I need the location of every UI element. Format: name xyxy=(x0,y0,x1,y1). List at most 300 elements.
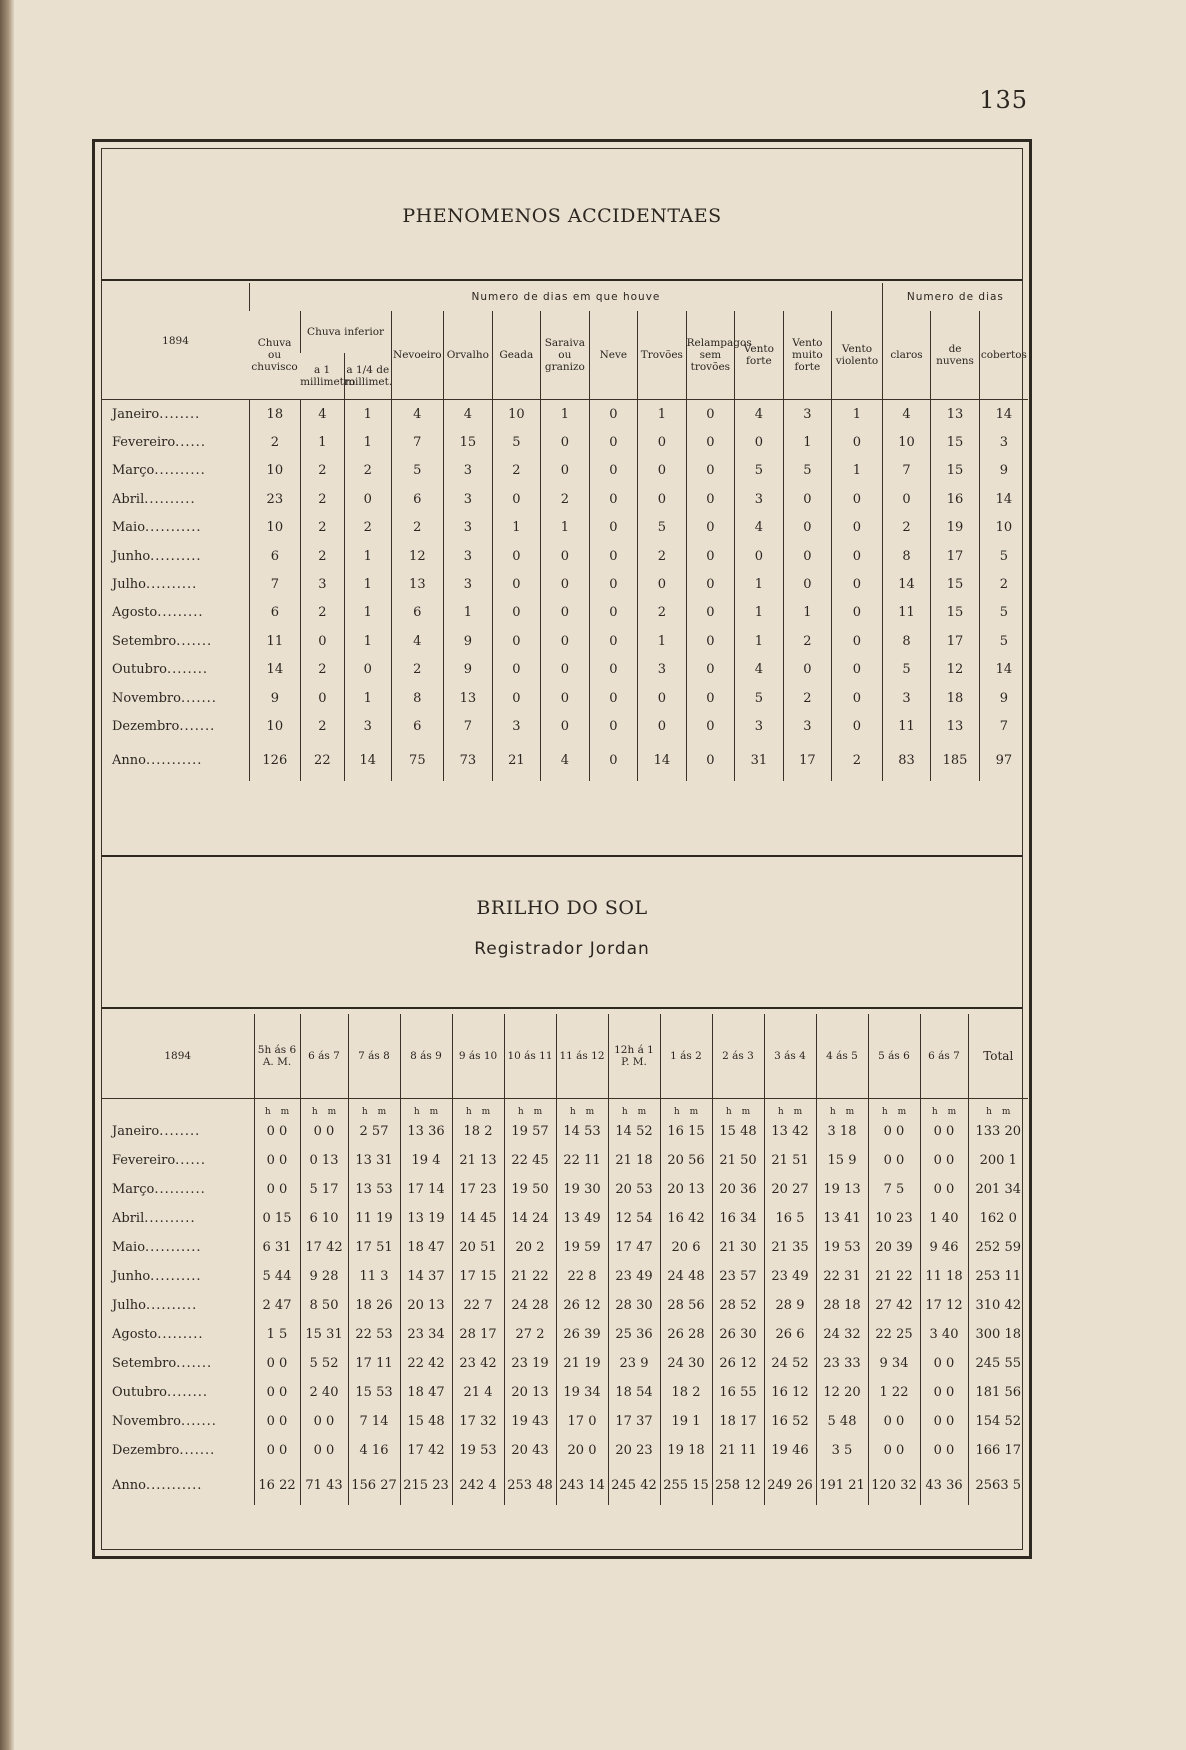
value-cell: 18 47 xyxy=(400,1233,452,1262)
value-cell: 4 xyxy=(391,627,444,655)
value-cell: 18 47 xyxy=(400,1378,452,1407)
month-label xyxy=(102,627,250,655)
value-cell: 3 xyxy=(444,570,493,598)
value-cell: 22 42 xyxy=(400,1349,452,1378)
value-cell: 0 xyxy=(735,542,784,570)
value-cell: 0 xyxy=(783,542,832,570)
value-cell: 22 8 xyxy=(556,1262,608,1291)
value-cell: 1 xyxy=(300,428,344,456)
units-cell xyxy=(254,1099,300,1118)
month-label xyxy=(102,1465,254,1505)
value-cell: 1 xyxy=(541,514,590,542)
value-cell: 0 0 xyxy=(868,1436,920,1465)
value-cell: 0 xyxy=(783,514,832,542)
value-cell: 0 0 xyxy=(254,1407,300,1436)
unit-minutes: m xyxy=(429,1107,439,1117)
value-cell: 0 0 xyxy=(920,1436,968,1465)
value-cell: 6 10 xyxy=(300,1204,348,1233)
leader-dots: ........ xyxy=(167,1385,209,1400)
leader-dots: ........... xyxy=(145,753,203,769)
value-cell: 0 xyxy=(686,684,735,712)
month-label xyxy=(102,1262,254,1291)
separator xyxy=(102,855,1022,857)
value-cell: 3 18 xyxy=(816,1117,868,1146)
phenomena-title: PHENOMENOS ACCIDENTAES xyxy=(402,205,722,227)
value-cell: 11 xyxy=(882,712,931,740)
value-cell: 18 54 xyxy=(608,1378,660,1407)
value-cell: 3 5 xyxy=(816,1436,868,1465)
value-cell: 26 12 xyxy=(556,1291,608,1320)
value-cell: 19 30 xyxy=(556,1175,608,1204)
value-cell: 19 34 xyxy=(556,1378,608,1407)
value-cell: 3 xyxy=(882,684,931,712)
value-cell: 8 xyxy=(882,542,931,570)
value-cell: 18 2 xyxy=(452,1117,504,1146)
value-cell: 21 19 xyxy=(556,1349,608,1378)
unit-minutes: m xyxy=(845,1107,855,1117)
leader-dots: ........... xyxy=(145,520,202,536)
value-cell: 9 xyxy=(979,684,1028,712)
value-cell: 0 xyxy=(589,741,638,781)
value-cell: 0 xyxy=(783,485,832,513)
value-cell: 4 16 xyxy=(348,1436,400,1465)
value-cell: 0 xyxy=(686,656,735,684)
leader-dots: ...... xyxy=(175,435,206,451)
value-cell: 22 xyxy=(300,741,344,781)
value-cell: 21 11 xyxy=(712,1436,764,1465)
value-cell: 21 22 xyxy=(504,1262,556,1291)
col-hour: 8 ás 9 xyxy=(400,1014,452,1099)
month-name: Novembro xyxy=(112,690,181,706)
value-cell: 0 xyxy=(541,599,590,627)
value-cell: 2 xyxy=(300,656,344,684)
month-label xyxy=(102,1291,254,1320)
value-cell: 4 xyxy=(882,400,931,429)
value-cell: 26 6 xyxy=(764,1320,816,1349)
table-frame xyxy=(92,139,1032,1559)
table-row xyxy=(102,1378,1028,1407)
value-cell: 20 13 xyxy=(660,1175,712,1204)
value-cell: 4 xyxy=(735,656,784,684)
value-cell: 5 xyxy=(735,457,784,485)
value-cell: 14 xyxy=(638,741,687,781)
unit-minutes: m xyxy=(897,1107,907,1117)
value-cell: 28 52 xyxy=(712,1291,764,1320)
value-cell: 17 37 xyxy=(608,1407,660,1436)
value-cell: 2 xyxy=(250,428,301,456)
value-cell: 15 53 xyxy=(348,1378,400,1407)
value-cell: 0 0 xyxy=(300,1117,348,1146)
month-name: Fevereiro xyxy=(112,435,176,451)
leader-dots: ....... xyxy=(180,1414,217,1429)
month-name: Março xyxy=(112,1182,155,1197)
month-name: Setembro xyxy=(112,633,177,649)
units-cell xyxy=(920,1099,968,1118)
value-cell: 245 55 xyxy=(968,1349,1028,1378)
value-cell: 11 xyxy=(882,599,931,627)
value-cell: 1 xyxy=(735,570,784,598)
value-cell: 9 34 xyxy=(868,1349,920,1378)
value-cell: 0 xyxy=(589,627,638,655)
unit-minutes: m xyxy=(637,1107,647,1117)
sunshine-subtitle: Registrador Jordan xyxy=(474,939,650,959)
leader-dots: .......... xyxy=(145,577,198,593)
month-label xyxy=(102,741,250,781)
value-cell: 19 53 xyxy=(452,1436,504,1465)
value-cell: 1 xyxy=(345,428,391,456)
value-cell: 7 xyxy=(391,428,444,456)
leader-dots: ........ xyxy=(167,662,209,678)
value-cell: 13 19 xyxy=(400,1204,452,1233)
value-cell: 1 40 xyxy=(920,1204,968,1233)
unit-hours: h xyxy=(264,1107,271,1117)
month-label xyxy=(102,1146,254,1175)
leader-dots: ........ xyxy=(159,1124,201,1139)
value-cell: 24 32 xyxy=(816,1320,868,1349)
value-cell: 97 xyxy=(979,741,1028,781)
value-cell: 2 xyxy=(345,457,391,485)
value-cell: 12 54 xyxy=(608,1204,660,1233)
month-name: Dezembro xyxy=(112,718,180,734)
value-cell: 6 xyxy=(250,599,301,627)
value-cell: 14 xyxy=(250,656,301,684)
col-cobertos: cobertos xyxy=(979,311,1028,400)
unit-hours: h xyxy=(777,1107,784,1117)
value-cell: 14 xyxy=(882,570,931,598)
leader-dots: ....... xyxy=(176,1356,213,1371)
unit-hours: h xyxy=(621,1107,628,1117)
value-cell: 19 18 xyxy=(660,1436,712,1465)
value-cell: 0 xyxy=(589,684,638,712)
value-cell: 154 52 xyxy=(968,1407,1028,1436)
table-row xyxy=(102,400,1028,429)
value-cell: 15 48 xyxy=(400,1407,452,1436)
month-name: Maio xyxy=(112,1240,146,1255)
value-cell: 20 13 xyxy=(400,1291,452,1320)
unit-hours: h xyxy=(725,1107,732,1117)
value-cell: 5 xyxy=(638,514,687,542)
value-cell: 23 33 xyxy=(816,1349,868,1378)
table-row xyxy=(102,712,1028,740)
month-name: Anno xyxy=(112,1477,146,1493)
table-row xyxy=(102,542,1028,570)
value-cell: 2 xyxy=(300,457,344,485)
col-orvalho: Orvalho xyxy=(444,311,493,400)
value-cell: 13 xyxy=(931,400,980,429)
month-name: Outubro xyxy=(112,662,167,678)
value-cell: 10 xyxy=(882,428,931,456)
value-cell: 26 12 xyxy=(712,1349,764,1378)
value-cell: 22 25 xyxy=(868,1320,920,1349)
month-name: Abril xyxy=(112,1211,145,1226)
col-geada: Geada xyxy=(492,311,541,400)
page-edge xyxy=(0,0,14,1750)
value-cell: 2 xyxy=(300,514,344,542)
value-cell: 28 17 xyxy=(452,1320,504,1349)
value-cell: 201 34 xyxy=(968,1175,1028,1204)
month-name: Maio xyxy=(112,520,146,536)
value-cell: 1 5 xyxy=(254,1320,300,1349)
value-cell: 0 xyxy=(492,627,541,655)
unit-hours: h xyxy=(413,1107,420,1117)
value-cell: 0 xyxy=(345,485,391,513)
value-cell: 19 50 xyxy=(504,1175,556,1204)
value-cell: 0 xyxy=(832,599,883,627)
month-label xyxy=(102,1117,254,1146)
value-cell: 10 xyxy=(979,514,1028,542)
value-cell: 17 14 xyxy=(400,1175,452,1204)
unit-minutes: m xyxy=(481,1107,491,1117)
value-cell: 17 23 xyxy=(452,1175,504,1204)
value-cell: 5 xyxy=(735,684,784,712)
value-cell: 14 xyxy=(979,656,1028,684)
leader-dots: ....... xyxy=(179,718,216,734)
value-cell: 13 42 xyxy=(764,1117,816,1146)
value-cell: 6 xyxy=(391,485,444,513)
col-vento-violento: Vento violento xyxy=(832,311,883,400)
value-cell: 2 xyxy=(300,599,344,627)
leader-dots: ...... xyxy=(175,1153,206,1168)
value-cell: 13 xyxy=(931,712,980,740)
value-cell: 13 36 xyxy=(400,1117,452,1146)
value-cell: 22 31 xyxy=(816,1262,868,1291)
value-cell: 0 xyxy=(638,712,687,740)
value-cell: 10 xyxy=(250,514,301,542)
group-count-header: Numero de dias xyxy=(882,283,1028,311)
unit-minutes: m xyxy=(280,1107,290,1117)
month-label xyxy=(102,457,250,485)
units-cell xyxy=(300,1099,348,1118)
value-cell: 6 xyxy=(391,712,444,740)
unit-hours: h xyxy=(881,1107,888,1117)
table-row xyxy=(102,1262,1028,1291)
value-cell: 28 30 xyxy=(608,1291,660,1320)
value-cell: 18 2 xyxy=(660,1378,712,1407)
value-cell: 22 7 xyxy=(452,1291,504,1320)
table-row xyxy=(102,1175,1028,1204)
value-cell: 16 55 xyxy=(712,1378,764,1407)
value-cell: 16 xyxy=(931,485,980,513)
value-cell: 20 13 xyxy=(504,1378,556,1407)
value-cell: 23 34 xyxy=(400,1320,452,1349)
table-row xyxy=(102,684,1028,712)
value-cell: 16 15 xyxy=(660,1117,712,1146)
table-row xyxy=(102,656,1028,684)
col-hour: 2 ás 3 xyxy=(712,1014,764,1099)
col-relampagos: Relampagos sem trovões xyxy=(686,311,735,400)
value-cell: 0 0 xyxy=(254,1436,300,1465)
value-cell: 15 xyxy=(444,428,493,456)
col-a-1-millimetro: a 1 millimetro xyxy=(300,353,344,400)
value-cell: 13 xyxy=(391,570,444,598)
value-cell: 0 xyxy=(832,712,883,740)
value-cell: 9 xyxy=(444,656,493,684)
units-cell xyxy=(660,1099,712,1118)
unit-minutes: m xyxy=(793,1107,803,1117)
value-cell: 17 51 xyxy=(348,1233,400,1262)
unit-hours: h xyxy=(829,1107,836,1117)
value-cell: 23 xyxy=(250,485,301,513)
year-header: 1894 xyxy=(102,283,250,400)
value-cell: 4 xyxy=(735,514,784,542)
value-cell: 0 xyxy=(686,485,735,513)
value-cell: 9 28 xyxy=(300,1262,348,1291)
month-name: Julho xyxy=(112,577,146,593)
value-cell: 253 11 xyxy=(968,1262,1028,1291)
table-row xyxy=(102,428,1028,456)
value-cell: 6 xyxy=(250,542,301,570)
col-trovoes: Trovões xyxy=(638,311,687,400)
month-label xyxy=(102,1204,254,1233)
value-cell: 1 xyxy=(444,599,493,627)
value-cell: 13 41 xyxy=(816,1204,868,1233)
value-cell: 0 xyxy=(832,656,883,684)
value-cell: 4 xyxy=(444,400,493,429)
value-cell: 73 xyxy=(444,741,493,781)
value-cell: 0 0 xyxy=(254,1146,300,1175)
month-label xyxy=(102,428,250,456)
value-cell: 0 xyxy=(686,712,735,740)
value-cell: 22 45 xyxy=(504,1146,556,1175)
value-cell: 17 12 xyxy=(920,1291,968,1320)
value-cell: 5 xyxy=(979,599,1028,627)
col-hour: 7 ás 8 xyxy=(348,1014,400,1099)
value-cell: 2 xyxy=(638,542,687,570)
value-cell: 19 4 xyxy=(400,1146,452,1175)
value-cell: 15 xyxy=(931,570,980,598)
units-label xyxy=(102,1099,254,1118)
value-cell: 7 xyxy=(979,712,1028,740)
value-cell: 0 0 xyxy=(920,1378,968,1407)
value-cell: 17 32 xyxy=(452,1407,504,1436)
sunshine-title: BRILHO DO SOL xyxy=(476,897,648,919)
value-cell: 23 57 xyxy=(712,1262,764,1291)
value-cell: 0 0 xyxy=(868,1146,920,1175)
table-row xyxy=(102,1146,1028,1175)
value-cell: 26 30 xyxy=(712,1320,764,1349)
col-saraiva: Saraiva ou granizo xyxy=(541,311,590,400)
value-cell: 19 46 xyxy=(764,1436,816,1465)
value-cell: 0 xyxy=(589,457,638,485)
leader-dots: .......... xyxy=(150,1269,202,1284)
value-cell: 2 xyxy=(541,485,590,513)
value-cell: 2 xyxy=(783,684,832,712)
value-cell: 21 18 xyxy=(608,1146,660,1175)
value-cell: 0 xyxy=(589,712,638,740)
col-hour: 6 ás 7 xyxy=(300,1014,348,1099)
leader-dots: ....... xyxy=(179,1443,216,1458)
value-cell: 20 23 xyxy=(608,1436,660,1465)
col-hour: 9 ás 10 xyxy=(452,1014,504,1099)
units-cell xyxy=(504,1099,556,1118)
value-cell: 6 xyxy=(391,599,444,627)
value-cell: 0 0 xyxy=(254,1175,300,1204)
value-cell: 185 xyxy=(931,741,980,781)
value-cell: 26 28 xyxy=(660,1320,712,1349)
units-cell xyxy=(816,1099,868,1118)
value-cell: 0 xyxy=(638,457,687,485)
value-cell: 9 xyxy=(979,457,1028,485)
month-label xyxy=(102,1320,254,1349)
value-cell: 0 xyxy=(832,627,883,655)
value-cell: 0 xyxy=(686,400,735,429)
month-label xyxy=(102,400,250,429)
value-cell: 0 xyxy=(832,570,883,598)
value-cell: 120 32 xyxy=(868,1465,920,1505)
value-cell: 17 0 xyxy=(556,1407,608,1436)
value-cell: 9 46 xyxy=(920,1233,968,1262)
col-claros: claros xyxy=(882,311,931,400)
value-cell: 18 xyxy=(931,684,980,712)
value-cell: 4 xyxy=(541,741,590,781)
value-cell: 0 xyxy=(492,570,541,598)
month-label xyxy=(102,656,250,684)
col-total: Total xyxy=(968,1014,1028,1099)
value-cell: 19 1 xyxy=(660,1407,712,1436)
table-row xyxy=(102,570,1028,598)
value-cell: 0 xyxy=(541,457,590,485)
leader-dots: ....... xyxy=(176,633,213,649)
value-cell: 5 xyxy=(979,542,1028,570)
value-cell: 27 2 xyxy=(504,1320,556,1349)
value-cell: 2 xyxy=(300,712,344,740)
value-cell: 23 19 xyxy=(504,1349,556,1378)
value-cell: 1 xyxy=(783,599,832,627)
value-cell: 0 xyxy=(541,570,590,598)
value-cell: 5 44 xyxy=(254,1262,300,1291)
value-cell: 83 xyxy=(882,741,931,781)
value-cell: 28 56 xyxy=(660,1291,712,1320)
value-cell: 0 xyxy=(589,599,638,627)
sunshine-body xyxy=(102,1099,1028,1506)
month-name: Setembro xyxy=(112,1356,177,1371)
value-cell: 1 xyxy=(541,400,590,429)
value-cell: 1 xyxy=(638,400,687,429)
unit-minutes: m xyxy=(947,1107,957,1117)
value-cell: 2 xyxy=(300,485,344,513)
value-cell: 13 31 xyxy=(348,1146,400,1175)
value-cell: 166 17 xyxy=(968,1436,1028,1465)
value-cell: 21 51 xyxy=(764,1146,816,1175)
value-cell: 28 9 xyxy=(764,1291,816,1320)
value-cell: 0 xyxy=(783,570,832,598)
value-cell: 5 52 xyxy=(300,1349,348,1378)
col-a-quarto-millimet: a 1/4 de millimet. xyxy=(345,353,391,400)
value-cell: 2563 5 xyxy=(968,1465,1028,1505)
value-cell: 1 xyxy=(735,627,784,655)
value-cell: 20 0 xyxy=(556,1436,608,1465)
value-cell: 17 42 xyxy=(300,1233,348,1262)
value-cell: 2 xyxy=(300,542,344,570)
value-cell: 0 0 xyxy=(254,1349,300,1378)
value-cell: 14 37 xyxy=(400,1262,452,1291)
value-cell: 191 21 xyxy=(816,1465,868,1505)
col-de-nuvens: de nuvens xyxy=(931,311,980,400)
unit-hours: h xyxy=(673,1107,680,1117)
value-cell: 0 xyxy=(686,599,735,627)
value-cell: 255 15 xyxy=(660,1465,712,1505)
value-cell: 252 59 xyxy=(968,1233,1028,1262)
value-cell: 20 53 xyxy=(608,1175,660,1204)
leader-dots: ......... xyxy=(157,605,204,621)
value-cell: 1 xyxy=(345,599,391,627)
value-cell: 14 xyxy=(979,400,1028,429)
month-label xyxy=(102,1175,254,1204)
unit-minutes: m xyxy=(689,1107,699,1117)
table-row xyxy=(102,1320,1028,1349)
value-cell: 14 52 xyxy=(608,1117,660,1146)
value-cell: 0 xyxy=(492,542,541,570)
